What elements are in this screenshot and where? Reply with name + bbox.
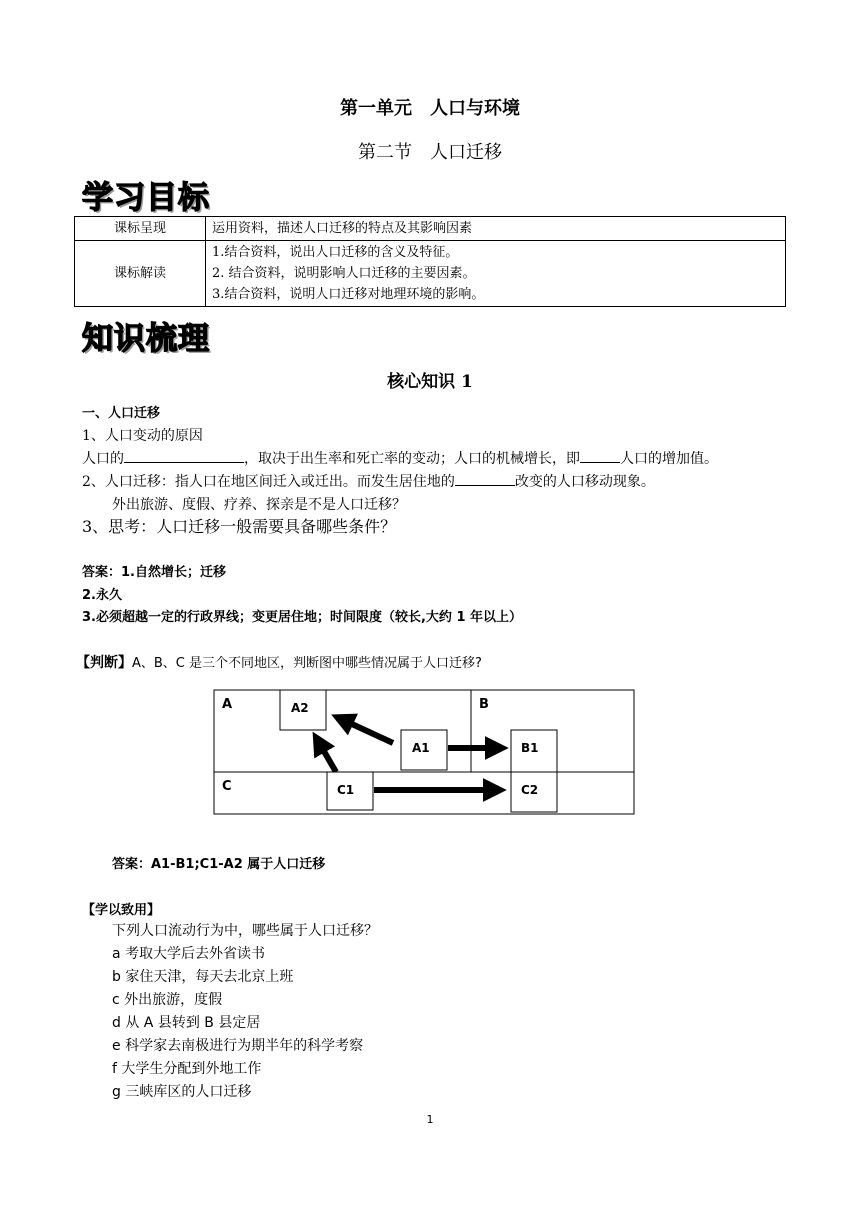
fill-blank[interactable] — [580, 449, 620, 463]
section-title: 第二节 人口迁移 — [358, 142, 502, 163]
learning-goals-heading: 学习目标 — [82, 180, 210, 216]
list-item: e 科学家去南极进行为期半年的科学考察 — [112, 1038, 364, 1054]
row-content: 运用资料，描述人口迁移的特点及其影响因素 — [206, 217, 786, 241]
list-item: g 三峡库区的人口迁移 — [112, 1084, 252, 1100]
migration-diagram — [0, 680, 860, 820]
row-label: 课标解读 — [75, 241, 206, 307]
table-row — [75, 217, 786, 241]
item2-text: 2、人口迁移：指人口在地区间迁入或迁出。而发生居住地的 — [82, 474, 455, 490]
answer-line: 3.必须超越一定的行政界线；变更居住地；时间限度（较长,大约 1 年以上） — [82, 610, 523, 625]
region-label-a: A — [222, 697, 233, 712]
list-item: b 家住天津，每天去北京上班 — [112, 969, 294, 985]
judge-tag: 【判断】 — [76, 655, 132, 671]
section-title-migration: 一、人口迁移 — [82, 406, 161, 421]
answer-line: 答案：1.自然增长；迁移 — [82, 565, 226, 580]
row-label: 课标呈现 — [75, 217, 206, 241]
item2-text: 改变的人口移动现象。 — [514, 474, 655, 490]
goal-line: 3.结合资料，说明人口迁移对地理环境的影响。 — [212, 287, 485, 302]
item1-text: 人口的增加值。 — [620, 451, 718, 467]
arrow-a1-to-a2 — [341, 719, 393, 743]
box-a1-label: A1 — [412, 741, 430, 755]
unit-title: 第一单元 人口与环境 — [340, 98, 520, 119]
item3-question: 3、思考：人口迁移一般需要具备哪些条件？ — [82, 517, 397, 536]
goal-line: 1.结合资料，说出人口迁移的含义及特征。 — [212, 245, 459, 260]
apply-tag: 【学以致用】 — [82, 903, 161, 918]
apply-question: 下列人口流动行为中，哪些属于人口迁移？ — [112, 923, 378, 939]
answer-line: 2.永久 — [82, 588, 122, 603]
item1-fill-line — [82, 448, 718, 468]
region-label-c: C — [222, 779, 232, 794]
judge-question: A、B、C 是三个不同地区，判断图中哪些情况属于人口迁移? — [132, 656, 482, 671]
item2-fill-line — [82, 471, 655, 491]
judge-answer: 答案：A1-B1;C1-A2 属于人口迁移 — [112, 857, 326, 872]
goal-line: 2. 结合资料，说明影响人口迁移的主要因素。 — [212, 266, 476, 281]
list-item: d 从 A 县转到 B 县定居 — [112, 1015, 261, 1031]
learning-goals-table — [74, 216, 786, 307]
region-label-b: B — [479, 697, 489, 712]
item2-question: 外出旅游、度假、疗养、探亲是不是人口迁移？ — [112, 497, 406, 513]
list-item: c 外出旅游，度假 — [112, 992, 223, 1008]
item1-text: 人口的 — [82, 451, 124, 467]
item1-text: ，取决于出生率和死亡率的变动；人口的机械增长，即 — [244, 451, 580, 467]
table-row — [75, 241, 786, 307]
box-c1-label: C1 — [337, 783, 355, 797]
apply-options-list — [112, 943, 363, 1104]
list-item: f 大学生分配到外地工作 — [112, 1061, 262, 1077]
box-b1-label: B1 — [521, 741, 539, 755]
list-item: a 考取大学后去外省读书 — [112, 946, 266, 962]
fill-blank[interactable] — [124, 449, 244, 463]
row-content — [206, 241, 786, 307]
box-a2-label: A2 — [291, 701, 309, 715]
box-c2-label: C2 — [521, 783, 539, 797]
fill-blank[interactable] — [455, 472, 515, 486]
judge-question-line — [76, 652, 482, 672]
core-knowledge-title: 核心知识 1 — [387, 372, 473, 392]
page-number: 1 — [426, 1113, 434, 1126]
knowledge-heading: 知识梳理 — [82, 321, 210, 357]
arrow-c1-to-a2 — [318, 741, 336, 772]
item1-title: 1、人口变动的原因 — [82, 428, 203, 444]
